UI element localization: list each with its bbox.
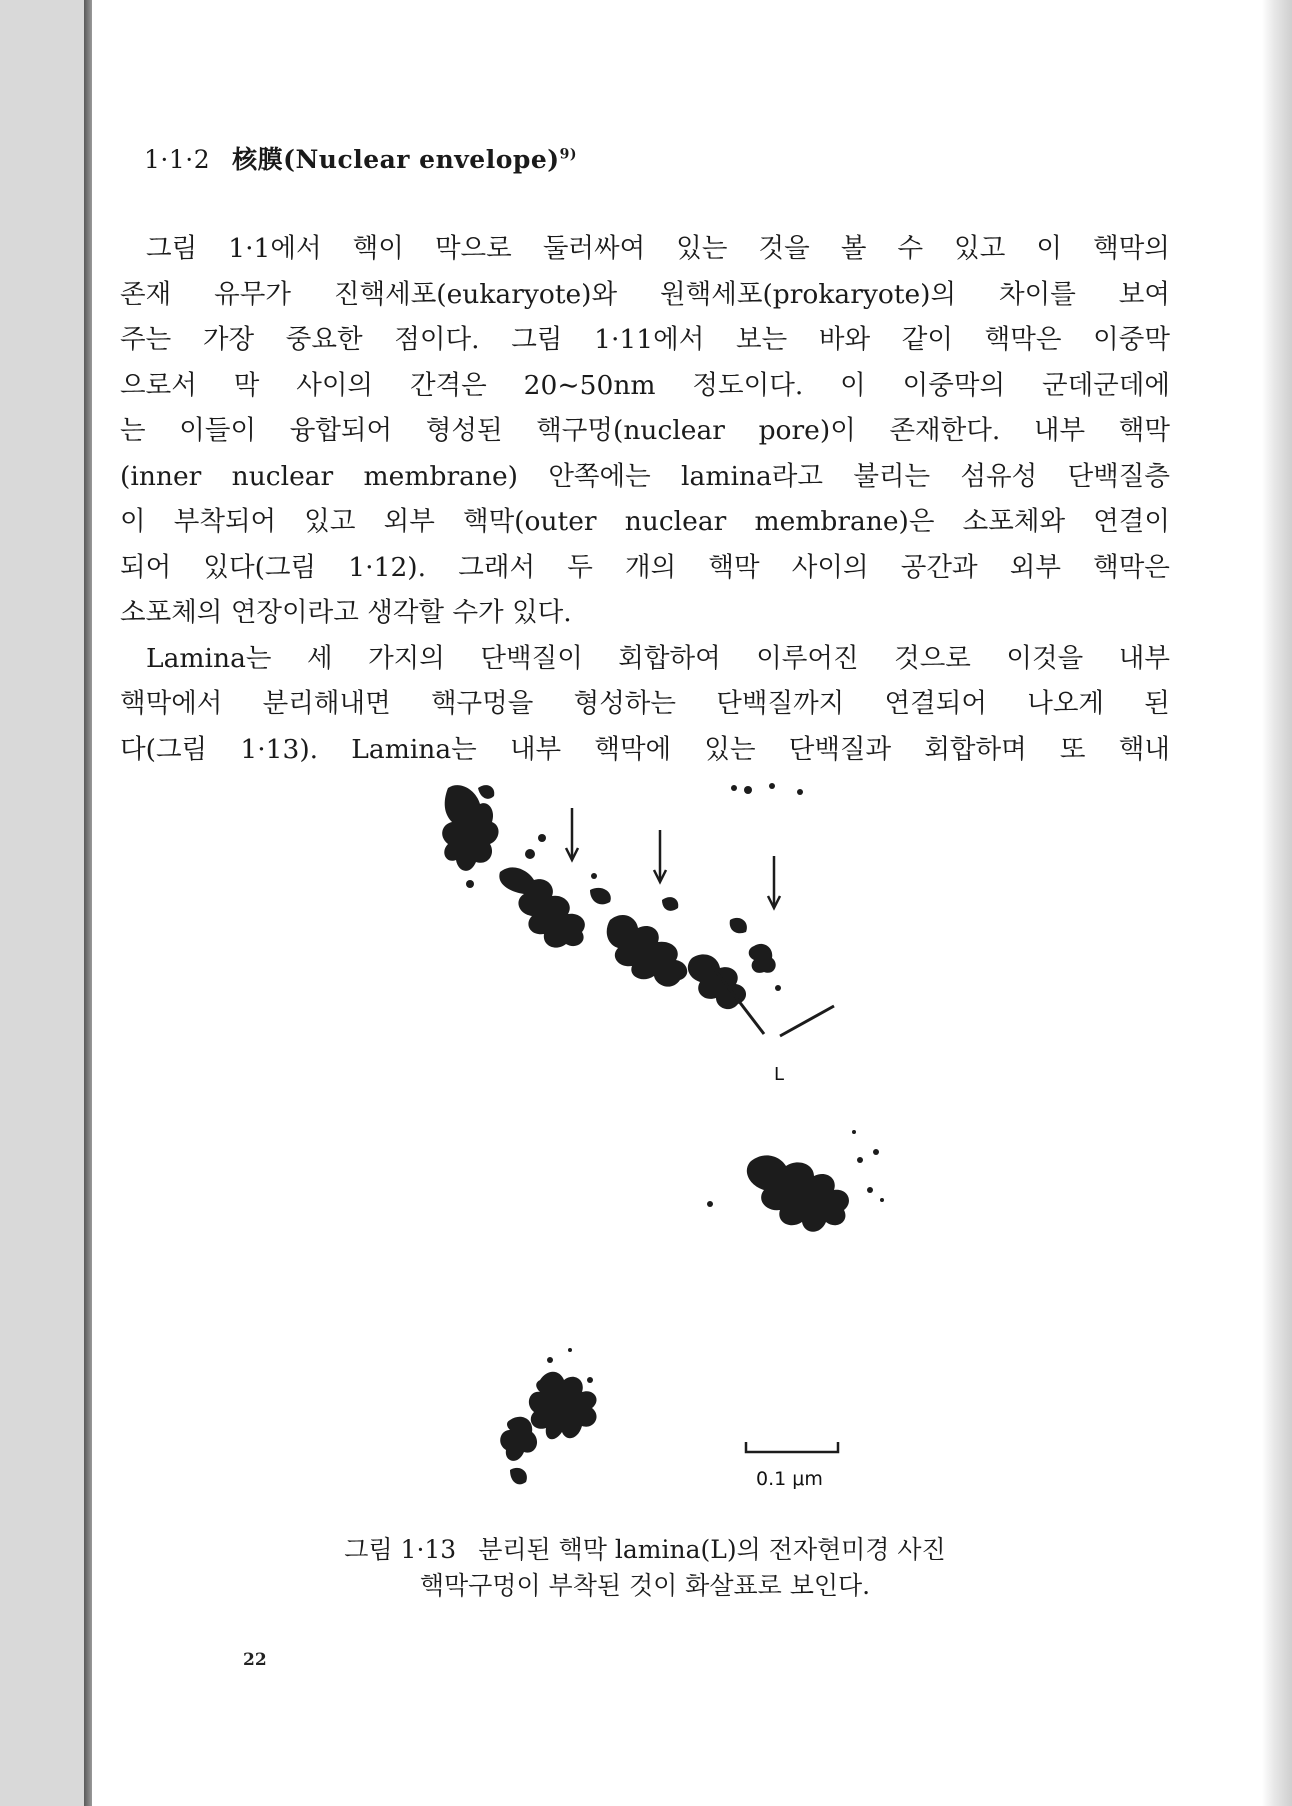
section-reference: 9) — [559, 146, 577, 163]
text-word: 핵막은 — [984, 324, 1062, 355]
text-word: 이 — [120, 506, 146, 537]
text-line — [120, 590, 1170, 636]
text-line-content: 소포체의 연장이라고 생각할 수가 있다. — [120, 597, 572, 628]
text-word: 는 — [120, 415, 146, 446]
text-word: 있고 — [954, 233, 1006, 264]
lamina-fragment-middle-patch — [747, 1155, 849, 1231]
text-word: lamina라고 — [681, 460, 823, 492]
body-paragraphs — [120, 226, 1170, 772]
text-word: 다(그림 — [120, 733, 208, 765]
text-word: 그림 — [511, 324, 563, 355]
text-word: 바와 — [818, 324, 871, 355]
text-word: 유무가 — [214, 278, 291, 310]
text-word: 회합하며 — [924, 733, 1027, 765]
lamina-fragment-lower-3 — [510, 1468, 527, 1484]
text-word: 둘러싸여 — [542, 233, 646, 264]
text-word: 핵막(outer — [462, 506, 597, 537]
text-word: 또 — [1059, 733, 1086, 765]
lamina-fragment-lower-2 — [500, 1417, 537, 1461]
text-word: 막으로 — [434, 233, 512, 264]
lamina-fragment-far-right — [749, 944, 776, 973]
page-number: 22 — [243, 1650, 267, 1670]
figure-caption-line-2: 핵막구멍이 부착된 것이 화살표로 보인다. — [419, 1571, 871, 1600]
text-word: 안쪽에는 — [548, 460, 651, 492]
lamina-fragment-upper-mid — [499, 867, 585, 947]
text-word: 세 — [306, 642, 333, 674]
text-word: 단백질이 — [480, 642, 583, 674]
text-word: 형성하는 — [573, 688, 677, 719]
text-word: 이중막 — [1093, 324, 1170, 355]
text-word: 분리해내면 — [262, 688, 391, 719]
text-word: 것으로 — [894, 642, 971, 674]
text-word: 정도이다. — [692, 369, 804, 401]
text-word: 진핵세포(eukaryote)와 — [333, 278, 618, 310]
text-word: 부착되어 — [173, 506, 277, 537]
text-word: 있고 — [304, 506, 356, 537]
text-line — [120, 317, 1170, 363]
text-word: (inner — [120, 460, 202, 492]
text-word: 1·11에서 — [594, 324, 705, 355]
text-word: nuclear — [231, 460, 334, 492]
text-word: 보여 — [1118, 278, 1170, 310]
text-word: 같이 — [901, 324, 953, 355]
text-word: 내부 — [1118, 642, 1170, 674]
lamina-fragment-center-2 — [662, 897, 678, 911]
text-line — [120, 408, 1170, 454]
text-word: 이 — [1036, 233, 1063, 264]
text-word: 간격은 — [409, 369, 487, 401]
text-word: 막 — [233, 369, 260, 401]
text-word: 가장 — [202, 324, 255, 355]
figure-caption-label: 그림 1·13 — [344, 1535, 457, 1564]
text-word: 점이다. — [394, 324, 480, 355]
text-line — [120, 272, 1170, 318]
text-word: 되어 — [120, 551, 172, 583]
text-word: 공간과 — [900, 551, 978, 583]
text-word: 원핵세포(prokaryote)의 — [660, 278, 957, 310]
text-word: 내부 — [509, 733, 562, 765]
scale-bar — [746, 1442, 838, 1452]
text-word: 연결되어 — [884, 688, 987, 719]
lamina-fragment-right-2 — [730, 918, 747, 933]
text-word: Lamina는 — [351, 733, 477, 765]
page-edge-shadow — [1262, 0, 1292, 1806]
text-word: 내부 — [1033, 415, 1086, 446]
section-number: 1·1·2 — [144, 145, 211, 174]
page-gutter-shadow — [84, 0, 92, 1806]
lamina-fragment-center — [607, 915, 688, 987]
text-word: 존재 — [120, 278, 172, 310]
text-line — [120, 363, 1170, 409]
text-word: 융합되어 — [289, 415, 393, 446]
text-word: 연결이 — [1093, 506, 1170, 537]
text-word: Lamina는 — [146, 642, 272, 674]
text-word: 나오게 — [1027, 688, 1105, 719]
text-word: 그래서 — [458, 551, 536, 583]
text-word: 외부 — [1009, 551, 1061, 583]
text-line — [120, 681, 1170, 727]
text-line — [120, 454, 1170, 500]
text-word: 회합하여 — [618, 642, 721, 674]
figure-caption-text: 분리된 핵막 lamina(L)의 전자현미경 사진 — [478, 1535, 946, 1564]
text-word: 있다(그림 — [203, 551, 317, 583]
scale-bar-label: 0.1 μm — [756, 1468, 823, 1490]
section-heading — [144, 140, 577, 176]
text-word: 불리는 — [853, 460, 931, 492]
text-word: 두 — [567, 551, 593, 583]
text-word: 단백질과 — [788, 733, 892, 765]
text-word: 20∼50nm — [523, 369, 656, 401]
text-word: 있는 — [676, 233, 728, 264]
text-word: 핵막의 — [1093, 233, 1170, 264]
lamina-pointer-right — [780, 1006, 834, 1036]
text-line — [120, 226, 1170, 272]
text-word: 핵막에서 — [120, 688, 223, 719]
text-word: 핵막 — [1118, 415, 1170, 446]
text-word: 존재한다. — [889, 415, 1001, 446]
text-word: 핵이 — [352, 233, 404, 264]
text-word: 개의 — [625, 551, 677, 583]
section-title: 核膜(Nuclear envelope) — [232, 145, 560, 174]
text-word: 소포체와 — [962, 506, 1066, 537]
text-word: membrane) — [363, 460, 519, 492]
lamina-fragment-lower — [529, 1372, 597, 1440]
text-word: 이것을 — [1006, 642, 1084, 674]
text-line — [120, 727, 1170, 773]
lamina-fragment-upper-mid-2 — [590, 888, 611, 904]
text-word: 보는 — [735, 324, 788, 355]
text-word: 볼 — [840, 233, 867, 264]
text-word: pore)이 — [758, 415, 856, 446]
electron-micrograph-figure — [430, 780, 950, 1540]
text-word: 단백질층 — [1067, 460, 1170, 492]
text-word: nuclear — [624, 506, 727, 537]
text-word: 이루어진 — [756, 642, 859, 674]
text-word: 차이를 — [999, 278, 1076, 310]
text-word: 가지의 — [368, 642, 445, 674]
text-word: 섬유성 — [960, 460, 1038, 492]
text-word: 이중막의 — [902, 369, 1006, 401]
lamina-label: L — [774, 1064, 785, 1085]
lamina-fragment-upper-left-2 — [478, 785, 494, 799]
micrograph-image — [430, 780, 950, 1540]
text-word: 핵막은 — [1093, 551, 1170, 583]
text-word: 외부 — [383, 506, 435, 537]
text-word: 형성된 — [425, 415, 503, 446]
text-word: 단백질까지 — [716, 688, 845, 719]
text-word: 수 — [897, 233, 924, 264]
text-word: 주는 — [120, 324, 172, 355]
text-word: 중요한 — [285, 324, 363, 355]
text-line — [120, 499, 1170, 545]
text-line — [120, 545, 1170, 591]
text-word: 것을 — [758, 233, 810, 264]
text-word: 그림 — [146, 233, 198, 264]
text-word: 있는 — [704, 733, 756, 765]
text-word: 핵구멍(nuclear — [536, 415, 725, 446]
text-word: 핵막 — [708, 551, 760, 583]
text-word: 사이의 — [791, 551, 869, 583]
text-line — [120, 636, 1170, 682]
text-word: 된 — [1144, 688, 1170, 719]
text-word: 핵구멍을 — [430, 688, 534, 719]
text-word: 이 — [840, 369, 866, 401]
text-word: 으로서 — [120, 369, 197, 401]
text-word: 1·1에서 — [228, 233, 322, 264]
figure-caption-line-1 — [120, 1530, 1170, 1566]
text-word: 핵내 — [1118, 733, 1170, 765]
text-word: 사이의 — [296, 369, 374, 401]
text-word: membrane)은 — [754, 506, 935, 537]
text-word: 이들이 — [179, 415, 257, 446]
text-word: 군데군데에 — [1041, 369, 1170, 401]
text-word: 1·12). — [348, 551, 427, 583]
text-word: 핵막에 — [594, 733, 672, 765]
text-word: 1·13). — [240, 733, 319, 765]
